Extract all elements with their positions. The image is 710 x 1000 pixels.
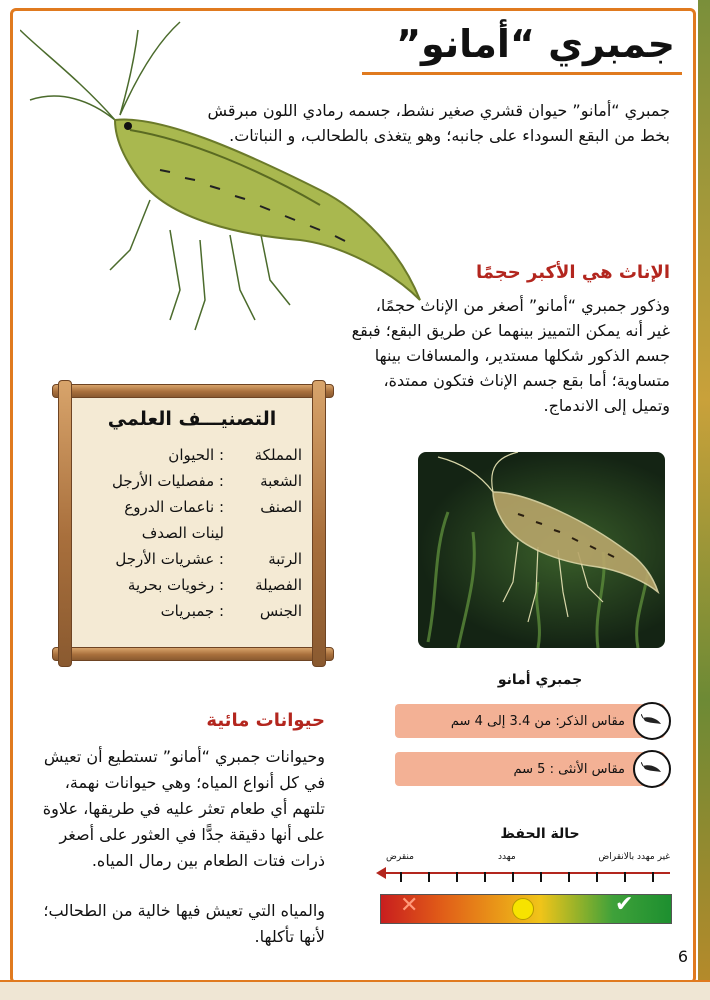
decorative-edge bbox=[698, 0, 710, 1000]
scale-tick bbox=[652, 872, 654, 882]
females-heading: الإناث هي الأكبر حجمًا bbox=[475, 262, 670, 283]
classification-row bbox=[82, 598, 302, 624]
classification-key: الرتبة bbox=[268, 550, 302, 568]
classification-key: المملكة bbox=[254, 446, 302, 464]
label-not-threatened: غير مهدد بالانقراض bbox=[598, 852, 670, 862]
board-stick-top bbox=[52, 384, 334, 398]
shrimp-illustration bbox=[20, 20, 440, 340]
board-stick-bottom bbox=[52, 647, 334, 661]
classification-key: الشعبة bbox=[260, 472, 302, 490]
classification-row bbox=[82, 546, 302, 572]
male-size-text: مقاس الذكر: من 3.4 إلى 4 سم bbox=[450, 713, 625, 729]
scale-tick bbox=[596, 872, 598, 882]
conservation-title: حالة الحفظ bbox=[500, 826, 580, 842]
scale-tick bbox=[456, 872, 458, 882]
board-stick-right bbox=[312, 380, 326, 667]
aquatic-paragraph: وحيوانات جمبري “أمانو” تستطيع أن تعيش في كل أنواع المياه؛ وهي حيوانات نهمة، تلتهم أي طعام تعثر عليه في طريقها، علاوة على أنها دقيقة جدًّا في العثور على أصغر ذرات فتات الطعام بين رمال المياه. bbox=[42, 747, 325, 870]
scale-tick bbox=[540, 872, 542, 882]
title-underline bbox=[362, 72, 682, 75]
conservation-scale-line bbox=[380, 872, 670, 874]
extinct-x-icon: ✕ bbox=[400, 893, 419, 918]
classification-board bbox=[52, 380, 332, 665]
scale-tick bbox=[428, 872, 430, 882]
shrimp-photo bbox=[418, 452, 665, 648]
classification-row bbox=[82, 468, 302, 494]
classification-key: الفصيلة bbox=[255, 576, 302, 594]
classification-value: : الحيوان bbox=[168, 446, 224, 464]
classification-row bbox=[82, 494, 302, 520]
shrimp-icon bbox=[633, 702, 671, 740]
conservation-labels bbox=[380, 852, 670, 866]
classification-value: لينات الصدف bbox=[141, 524, 224, 542]
scale-arrow-icon bbox=[376, 867, 386, 879]
algae-paragraph: والمياه التي تعيش فيها خالية من الطحالب؛ لأنها تأكلها. bbox=[43, 901, 325, 946]
threatened-dot-icon bbox=[512, 898, 534, 920]
status-check-icon: ✔ bbox=[615, 892, 634, 917]
scale-tick bbox=[400, 872, 402, 882]
female-size-text: مقاس الأنثى : 5 سم bbox=[513, 761, 625, 777]
male-size-box bbox=[395, 704, 665, 738]
label-extinct: منقرض bbox=[386, 852, 414, 862]
scale-tick bbox=[624, 872, 626, 882]
classification-key: الجنس bbox=[259, 602, 302, 620]
bottom-edge bbox=[0, 980, 710, 1000]
shrimp-icon bbox=[633, 750, 671, 788]
classification-table bbox=[82, 442, 302, 624]
scale-tick bbox=[484, 872, 486, 882]
females-paragraph: وذكور جمبري “أمانو” أصغر من الإناث حجمًا، غير أنه يمكن التمييز بينهما عن طريق البقع؛ فبقع جسم الذكور شكلها مستدير، والمسافات بينها متساوية؛ أما بقع جسم الإناث فتكون ممتدة، وتميل إلى الاندماج. bbox=[351, 296, 670, 415]
classification-row bbox=[82, 572, 302, 598]
classification-value: : جمبريات bbox=[160, 602, 224, 620]
board-stick-left bbox=[58, 380, 72, 667]
scale-tick bbox=[568, 872, 570, 882]
label-threatened: مهدد bbox=[498, 852, 516, 862]
scale-tick bbox=[512, 872, 514, 882]
classification-value: : ناعمات الدروع bbox=[124, 498, 224, 516]
classification-value: : مفصليات الأرجل bbox=[111, 472, 224, 490]
classification-row bbox=[82, 520, 302, 546]
classification-title: التصنيـــف العلمي bbox=[107, 408, 277, 430]
classification-key bbox=[224, 520, 302, 546]
photo-caption: جمبري أمانو bbox=[497, 672, 583, 688]
aquatic-heading: حيوانات مائية bbox=[206, 710, 325, 731]
female-size-box bbox=[395, 752, 665, 786]
page-number: 6 bbox=[677, 947, 688, 966]
page-title: جمبري “أمانو” bbox=[396, 22, 675, 66]
shrimp-photo-art bbox=[418, 452, 665, 648]
classification-value: : رخويات بحرية bbox=[127, 576, 224, 594]
classification-value: : عشريات الأرجل bbox=[115, 550, 224, 568]
intro-paragraph: جمبري “أمانو” حيوان قشري صغير نشط، جسمه رمادي اللون مبرقش بخط من البقع السوداء على جانبه؛ وهو يتغذى بالطحالب، و النباتات. bbox=[207, 101, 670, 145]
classification-row bbox=[82, 442, 302, 468]
classification-key: الصنف bbox=[260, 498, 302, 516]
